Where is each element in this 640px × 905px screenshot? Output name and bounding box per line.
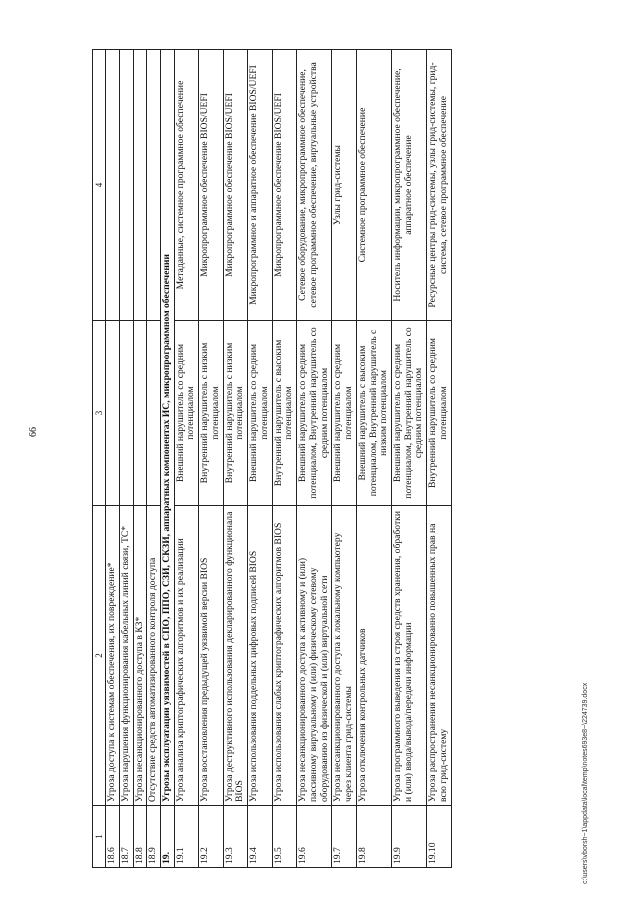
column-header: 1 <box>93 806 106 868</box>
object-cell <box>106 50 120 321</box>
table-row <box>106 50 120 868</box>
table-section-row <box>161 50 175 868</box>
column-header: 3 <box>93 321 106 506</box>
row-number-cell: 18.7 <box>119 806 133 868</box>
table-header-row <box>93 50 106 868</box>
violator-cell <box>106 321 120 506</box>
threat-cell: Угроза отключения контрольных датчиков <box>356 506 391 806</box>
table-row <box>248 50 272 868</box>
row-number-cell: 18.9 <box>147 806 161 868</box>
object-cell: Ресурсные центры грид-системы, узлы грид-системы, грид-система, сетевое программное обеспечение <box>427 50 451 321</box>
table-row <box>391 50 426 868</box>
document-footer-path: c:\users\vborsh~1\appdata\local\temp\notes693e8~\224739.docx <box>582 682 589 884</box>
object-cell: Системное программное обеспечение <box>356 50 391 321</box>
threat-cell: Отсутствие средств автоматизированного контроля доступа <box>147 506 161 806</box>
object-cell: Микропрограммное обеспечение BIOS/UEFI <box>199 50 223 321</box>
row-number-cell: 19.10 <box>427 806 451 868</box>
threat-cell: Угроза программного выведения из строя средств хранения, обработки и (или) ввода/вывода/передачи информации <box>391 506 426 806</box>
object-cell: Метаданные, системное программное обеспечение <box>174 50 198 321</box>
row-number-cell: 19.1 <box>174 806 198 868</box>
table-row <box>133 50 147 868</box>
violator-cell <box>119 321 133 506</box>
table-row <box>174 50 198 868</box>
table-row <box>332 50 356 868</box>
row-number-cell: 19.8 <box>356 806 391 868</box>
object-cell: Микропрограммное обеспечение BIOS/UEFI <box>223 50 247 321</box>
threat-cell: Угроза анализа криптографических алгоритмов и их реализации <box>174 506 198 806</box>
threat-cell: Угроза несанкционированного доступа к локальному компьютеру через клиента грид-системы <box>332 506 356 806</box>
table-row <box>427 50 451 868</box>
row-number-cell: 19.4 <box>248 806 272 868</box>
threat-cell: Угроза распространения несанкционированно повышенных прав на всю грид-систему <box>427 506 451 806</box>
violator-cell: Внешний нарушитель со средним потенциалом <box>332 321 356 506</box>
section-title-cell: Угрозы эксплуатации уязвимостей в СПО, ППО, СЗИ, СКЗИ, аппаратных компонентах ИС, микропрограммном обеспечении <box>161 50 175 806</box>
object-cell: Микропрограммное и аппаратное обеспечение BIOS/UEFI <box>248 50 272 321</box>
threat-cell: Угроза использования слабых криптографических алгоритмов BIOS <box>272 506 296 806</box>
violator-cell: Внутренний нарушитель с низким потенциалом <box>223 321 247 506</box>
threat-cell: Угроза доступа к системам обеспечения, их повреждение* <box>106 506 120 806</box>
threat-cell: Угроза восстановления предыдущей уязвимой версии BIOS <box>199 506 223 806</box>
violator-cell: Внутренний нарушитель с высоким потенциалом <box>272 321 296 506</box>
violator-cell: Внутренний нарушитель со средним потенциалом <box>427 321 451 506</box>
object-cell: Носитель информации, микропрограммное обеспечение, аппаратное обеспечение <box>391 50 426 321</box>
row-number-cell: 19.7 <box>332 806 356 868</box>
table-body <box>106 50 452 868</box>
violator-cell <box>147 321 161 506</box>
object-cell: Сетевое оборудование, микропрограммное обеспечение, сетевое программное обеспечение, виртуальные устройства <box>297 50 332 321</box>
object-cell: Узлы грид-системы <box>332 50 356 321</box>
threat-cell: Угроза нарушения функционирования кабельных линий связи, ТС* <box>119 506 133 806</box>
table-row <box>272 50 296 868</box>
row-number-cell: 19.9 <box>391 806 426 868</box>
threat-cell: Угроза деструктивного использования декларированного функционала BIOS <box>223 506 247 806</box>
table-row <box>223 50 247 868</box>
threat-cell: Угроза использования поддельных цифровых подписей BIOS <box>248 506 272 806</box>
rotated-page-content <box>92 50 582 868</box>
table-row <box>147 50 161 868</box>
threat-cell: Угроза несанкционированного доступа в КЗ* <box>133 506 147 806</box>
threat-cell: Угроза несанкционированного доступа к активному и (или) пассивному виртуальному и (или) физическому сетевому оборудованию из физической и (или) виртуальной сети <box>297 506 332 806</box>
row-number-cell: 19.5 <box>272 806 296 868</box>
violator-cell: Внешний нарушитель со средним потенциалом, Внутренний нарушитель со средним потенциалом <box>297 321 332 506</box>
row-number-cell: 19.2 <box>199 806 223 868</box>
violator-cell: Внешний нарушитель со средним потенциалом <box>248 321 272 506</box>
violator-cell: Внешний нарушитель со средним потенциалом, Внутренний нарушитель со средним потенциалом <box>391 321 426 506</box>
object-cell: Микропрограммное обеспечение BIOS/UEFI <box>272 50 296 321</box>
column-header: 4 <box>93 50 106 321</box>
object-cell <box>147 50 161 321</box>
row-number-cell: 18.6 <box>106 806 120 868</box>
table-row <box>119 50 133 868</box>
table-row <box>199 50 223 868</box>
table-row <box>356 50 391 868</box>
threats-table <box>92 49 452 868</box>
row-number-cell: 18.8 <box>133 806 147 868</box>
column-header: 2 <box>93 506 106 806</box>
violator-cell: Внешний нарушитель со средним потенциалом <box>174 321 198 506</box>
row-number-cell: 19.6 <box>297 806 332 868</box>
violator-cell: Внешний нарушитель с высоким потенциалом, Внутренний нарушитель с низким потенциалом <box>356 321 391 506</box>
violator-cell: Внутренний нарушитель с низким потенциалом <box>199 321 223 506</box>
page-number: 66 <box>28 427 39 437</box>
row-number-cell: 19.3 <box>223 806 247 868</box>
table-row <box>297 50 332 868</box>
object-cell <box>119 50 133 321</box>
violator-cell <box>133 321 147 506</box>
row-number-cell: 19. <box>161 806 175 868</box>
object-cell <box>133 50 147 321</box>
